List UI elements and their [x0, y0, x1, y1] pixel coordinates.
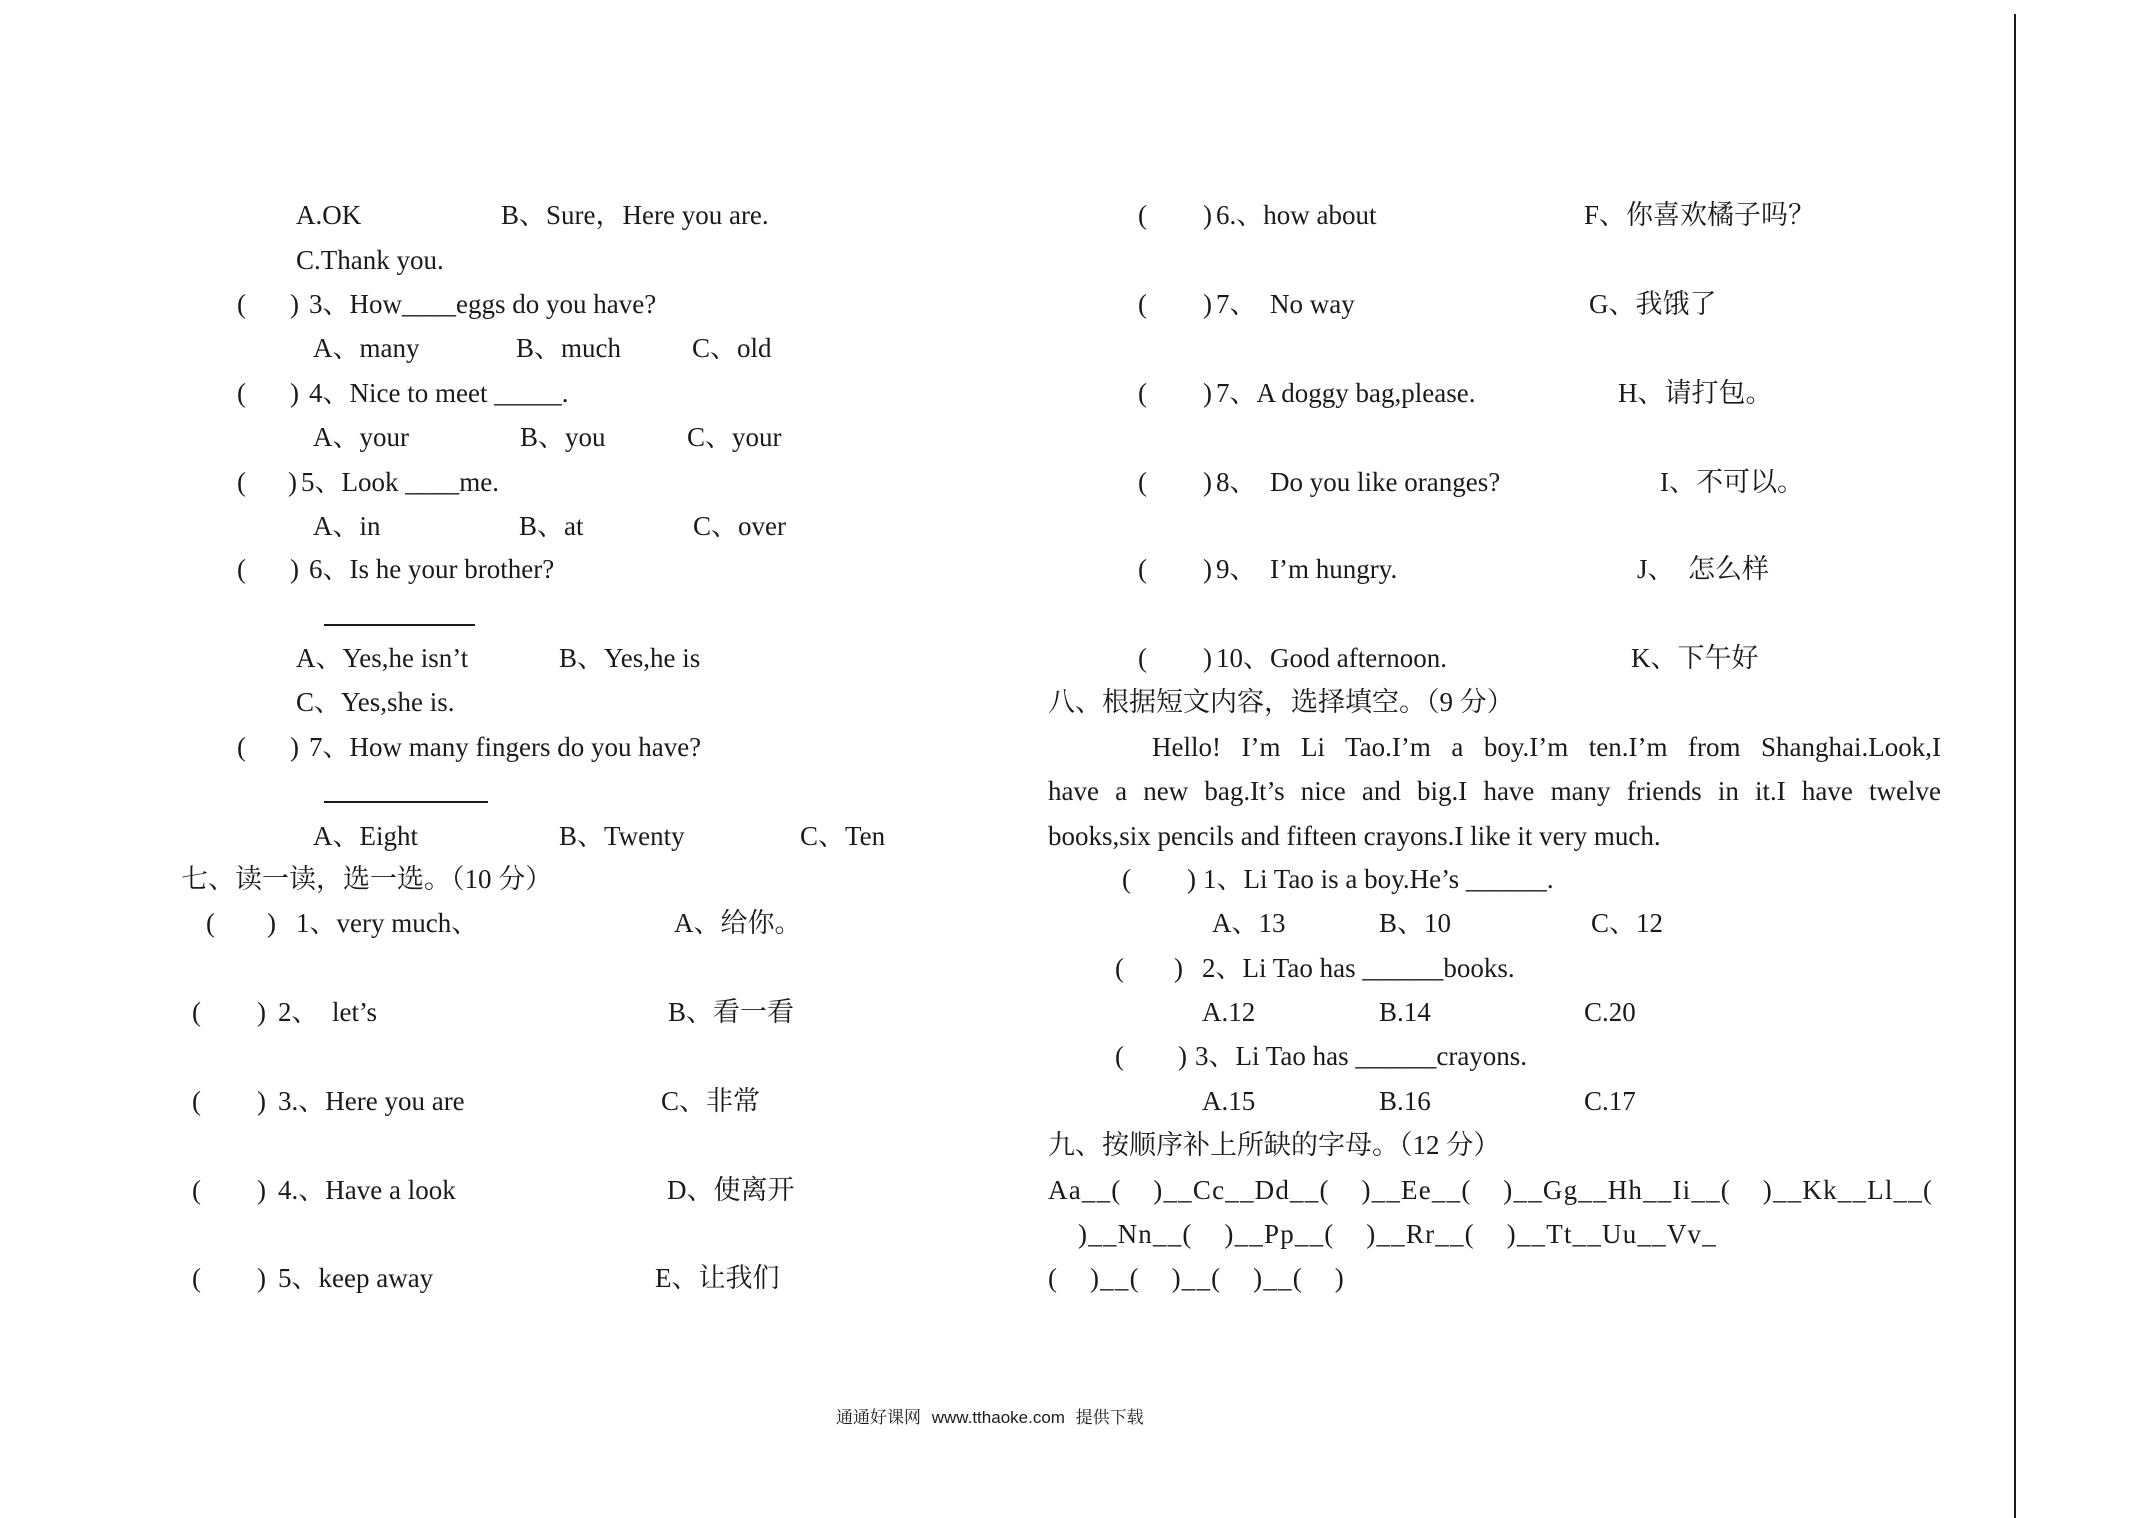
- paren-close: ): [1203, 200, 1212, 230]
- matching-item-8: 8、 Do you like oranges?: [1216, 467, 1501, 497]
- paren-close: ): [290, 378, 299, 408]
- paren-open: (: [1122, 864, 1131, 894]
- paren-open: (: [192, 1263, 201, 1293]
- paren-open: (: [237, 554, 246, 584]
- part8-title: 八、根据短文内容，选择填空。（9 分）: [1048, 687, 1514, 717]
- answer-blank: [237, 729, 299, 765]
- q6-option-c: C、Yes,she is.: [296, 687, 455, 717]
- q6-option-a: A、Yes,he isn’t: [296, 643, 469, 673]
- matching-choice-a: A、给你。: [674, 908, 802, 938]
- paren-close: ): [1203, 643, 1212, 673]
- paren-open: (: [1138, 378, 1147, 408]
- reading-q1-option-b: B、10: [1379, 908, 1452, 938]
- q6-answer-line: [324, 624, 475, 626]
- reading-q2-option-a: A.12: [1202, 997, 1256, 1027]
- reading-q2-option-b: B.14: [1379, 997, 1431, 1027]
- matching-item-1: 1、very much、: [296, 908, 479, 938]
- q3-stem: 3、How____eggs do you have?: [309, 289, 657, 319]
- paren-close: ): [257, 997, 266, 1027]
- answer-blank: [237, 286, 299, 322]
- paren-close: ): [267, 908, 276, 938]
- reading-q2-option-c: C.20: [1584, 997, 1636, 1027]
- q7-option-c: C、Ten: [800, 821, 886, 851]
- matching-choice-g: G、我饿了: [1589, 289, 1717, 319]
- q2-option-a: A.OK: [296, 200, 362, 230]
- q6-stem: 6、Is he your brother?: [309, 554, 555, 584]
- paren-open: (: [1115, 1041, 1124, 1071]
- answer-blank: [1138, 375, 1212, 411]
- matching-item-7: 7、 No way: [1216, 289, 1355, 319]
- reading-q3-option-b: B.16: [1379, 1086, 1431, 1116]
- answer-blank: [192, 1260, 266, 1296]
- q6-option-b: B、Yes,he is: [559, 643, 701, 673]
- alphabet-line-3: ( )__( )__( )__( ): [1048, 1263, 1345, 1293]
- reading-q3-option-c: C.17: [1584, 1086, 1636, 1116]
- answer-blank: [192, 1172, 266, 1208]
- answer-blank: [1122, 861, 1196, 897]
- matching-choice-h: H、请打包。: [1618, 378, 1773, 408]
- paren-open: (: [1115, 953, 1124, 983]
- matching-item-5: 5、keep away: [278, 1263, 434, 1293]
- paren-open: (: [192, 1175, 201, 1205]
- paren-open: (: [206, 908, 215, 938]
- answer-blank: [1138, 286, 1212, 322]
- matching-item-2: 2、 let’s: [278, 997, 377, 1027]
- passage-line: Hello! I’m Li Tao.I’m a boy.I’m ten.I’m from Shanghai.Look,I: [1152, 732, 1941, 762]
- part7-title: 七、读一读，选一选。（10 分）: [181, 864, 553, 894]
- q5-option-c: C、over: [693, 511, 786, 541]
- paren-close: ): [288, 467, 297, 497]
- answer-blank: [1115, 950, 1183, 986]
- matching-choice-e: E、让我们: [655, 1263, 780, 1293]
- matching-choice-f: F、你喜欢橘子吗？: [1584, 200, 1816, 230]
- reading-q3-option-a: A.15: [1202, 1086, 1256, 1116]
- passage-line: have a new bag.It’s nice and big.I have many friends in it.I have twelve: [1048, 776, 1941, 806]
- matching-choice-j: J、 怎么样: [1637, 554, 1770, 584]
- matching-choice-k: K、下午好: [1631, 643, 1759, 673]
- answer-blank: [237, 464, 297, 500]
- paren-close: ): [1178, 1041, 1187, 1071]
- matching-item-7b: 7、A doggy bag,please.: [1216, 378, 1476, 408]
- q7-option-b: B、Twenty: [559, 821, 685, 851]
- answer-blank: [1115, 1038, 1187, 1074]
- paren-open: (: [192, 997, 201, 1027]
- paren-close: ): [257, 1263, 266, 1293]
- matching-choice-c: C、非常: [661, 1086, 761, 1116]
- paren-open: (: [1138, 554, 1147, 584]
- q7-stem: 7、How many fingers do you have?: [309, 732, 702, 762]
- paren-close: ): [1187, 864, 1196, 894]
- q3-option-a: A、many: [313, 333, 420, 363]
- matching-item-3: 3.、Here you are: [278, 1086, 465, 1116]
- paren-close: ): [1203, 467, 1212, 497]
- q7-answer-line: [324, 801, 488, 803]
- answer-blank: [237, 375, 299, 411]
- paren-open: (: [1138, 467, 1147, 497]
- q2-option-c: C.Thank you.: [296, 245, 444, 275]
- q5-option-b: B、at: [519, 511, 584, 541]
- answer-blank: [206, 905, 276, 941]
- alphabet-line-1: Aa__( )__Cc__Dd__( )__Ee__( )__Gg__Hh__Ii__( )__Kk__Ll__(: [1048, 1175, 1934, 1205]
- paren-close: ): [290, 732, 299, 762]
- matching-item-4: 4.、Have a look: [278, 1175, 456, 1205]
- paren-open: (: [237, 732, 246, 762]
- reading-q1-option-c: C、12: [1591, 908, 1664, 938]
- answer-blank: [192, 994, 266, 1030]
- paren-open: (: [1138, 643, 1147, 673]
- q5-option-a: A、in: [313, 511, 381, 541]
- part9-title: 九、按顺序补上所缺的字母。（12 分）: [1048, 1130, 1501, 1160]
- matching-item-10: 10、Good afternoon.: [1216, 643, 1447, 673]
- answer-blank: [1138, 464, 1212, 500]
- q4-stem: 4、Nice to meet _____.: [309, 378, 569, 408]
- paren-open: (: [237, 467, 246, 497]
- q3-option-c: C、old: [692, 333, 772, 363]
- paren-close: ): [1203, 289, 1212, 319]
- matching-choice-i: I、不可以。: [1660, 467, 1804, 497]
- q3-option-b: B、much: [516, 333, 621, 363]
- passage-line: books,six pencils and fifteen crayons.I like it very much.: [1048, 821, 1661, 851]
- paren-open: (: [237, 289, 246, 319]
- paren-close: ): [290, 554, 299, 584]
- answer-blank: [1138, 197, 1212, 233]
- matching-choice-d: D、使离开: [667, 1175, 795, 1205]
- page-edge-rule: [2014, 14, 2016, 1518]
- answer-blank: [192, 1083, 266, 1119]
- reading-q1-stem: 1、Li Tao is a boy.He’s ______.: [1203, 864, 1554, 894]
- q4-option-b: B、you: [520, 422, 606, 452]
- q7-option-a: A、Eight: [313, 821, 418, 851]
- footer-credit: 通通好课网 www.tthaoke.com 提供下载: [836, 1408, 1144, 1427]
- answer-blank: [237, 551, 299, 587]
- q5-stem: 5、Look ____me.: [301, 467, 499, 497]
- paren-open: (: [1138, 289, 1147, 319]
- reading-q3-stem: 3、Li Tao has ______crayons.: [1195, 1041, 1528, 1071]
- matching-item-9: 9、 I’m hungry.: [1216, 554, 1398, 584]
- paren-open: (: [1138, 200, 1147, 230]
- paren-open: (: [237, 378, 246, 408]
- alphabet-line-2: )__Nn__( )__Pp__( )__Rr__( )__Tt__Uu__Vv_: [1078, 1219, 1717, 1249]
- paren-close: ): [257, 1086, 266, 1116]
- reading-q1-option-a: A、13: [1212, 908, 1286, 938]
- paren-close: ): [1174, 953, 1183, 983]
- q4-option-c: C、your: [687, 422, 782, 452]
- paren-close: ): [1203, 554, 1212, 584]
- q2-option-b: B、Sure，Here you are.: [501, 200, 769, 230]
- paren-close: ): [1203, 378, 1212, 408]
- paren-close: ): [290, 289, 299, 319]
- answer-blank: [1138, 551, 1212, 587]
- q4-option-a: A、your: [313, 422, 409, 452]
- reading-q2-stem: 2、Li Tao has ______books.: [1202, 953, 1515, 983]
- answer-blank: [1138, 640, 1212, 676]
- matching-item-6: 6.、how about: [1216, 200, 1377, 230]
- paren-open: (: [192, 1086, 201, 1116]
- paren-close: ): [257, 1175, 266, 1205]
- matching-choice-b: B、看一看: [668, 997, 795, 1027]
